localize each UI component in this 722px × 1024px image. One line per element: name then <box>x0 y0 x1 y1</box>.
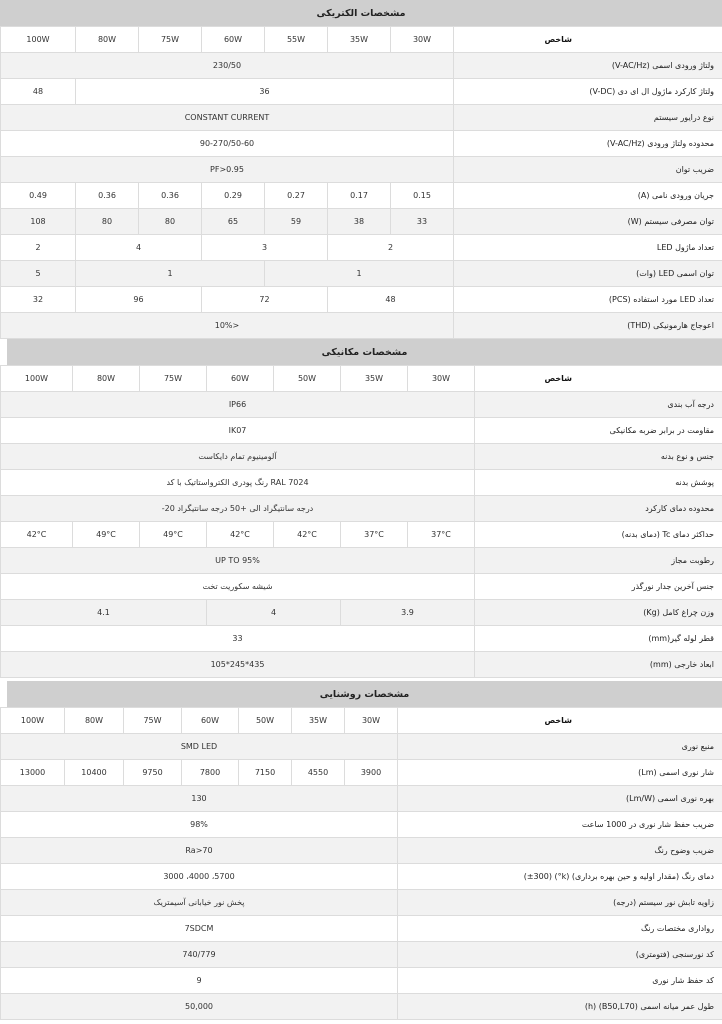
spec-value: 37°C <box>341 522 408 548</box>
spec-value: 42°C <box>274 522 341 548</box>
spec-value: 72 <box>202 287 328 313</box>
spec-value: 48 <box>328 287 454 313</box>
spec-value: 230/50 <box>1 53 454 79</box>
spec-label: وزن چراغ کامل (Kg) <box>475 600 722 626</box>
spec-value: 105*245*435 <box>1 652 475 678</box>
spec-value: 33 <box>1 626 475 652</box>
spec-value: 3 <box>202 235 328 261</box>
spec-label: تعداد ماژول LED <box>454 235 722 261</box>
column-header-80w: 80W <box>73 366 140 392</box>
spec-label: ولتاژ ورودی اسمی (V-AC/Hz) <box>454 53 722 79</box>
spec-label: درجه آب بندی <box>475 392 722 418</box>
spec-value: 32 <box>1 287 76 313</box>
spec-value: 4.1 <box>1 600 207 626</box>
spec-row <box>1 183 722 209</box>
spec-value: IP66 <box>1 392 475 418</box>
column-header-30w: 30W <box>345 708 398 734</box>
spec-row <box>1 548 722 574</box>
spec-label: رواداری مختصات رنگ <box>398 916 722 942</box>
spec-value: 38 <box>328 209 391 235</box>
column-header-100w: 100W <box>1 708 65 734</box>
spec-label: جنس آخرین جدار نورگذر <box>475 574 722 600</box>
spec-value: 7800 <box>182 760 239 786</box>
spec-value: 59 <box>265 209 328 235</box>
spec-row <box>1 392 722 418</box>
spec-value: آلومینیوم تمام دایکاست <box>1 444 475 470</box>
spec-label: نوع درایور سیستم <box>454 105 722 131</box>
spec-row <box>1 994 722 1020</box>
column-header-55w: 55W <box>265 27 328 53</box>
spec-value: 48 <box>1 79 76 105</box>
column-header-80w: 80W <box>76 27 139 53</box>
spec-value: 5 <box>1 261 76 287</box>
parameter-column-header: شاخص <box>475 366 722 392</box>
spec-value: رنگ پودری الکترواستاتیک با کد RAL 7024 <box>1 470 475 496</box>
column-header-row <box>1 366 722 392</box>
spec-value: 10%> <box>1 313 454 339</box>
column-header-50w: 50W <box>239 708 292 734</box>
spec-value: 7150 <box>239 760 292 786</box>
spec-value: 90-270/50-60 <box>1 131 454 157</box>
spec-value: 1 <box>76 261 265 287</box>
column-header-75w: 75W <box>124 708 182 734</box>
spec-value: 0.15 <box>391 183 454 209</box>
spec-value: 0.36 <box>139 183 202 209</box>
spec-row <box>1 444 722 470</box>
mechanical-spec-table <box>0 365 722 678</box>
spec-value: شیشه سکوریت تخت <box>1 574 475 600</box>
mechanical-section-title: مشخصات مکانیکی <box>7 339 722 365</box>
column-header-75w: 75W <box>140 366 207 392</box>
spec-value: 3000 ،4000 ،5700 <box>1 864 398 890</box>
spec-value: 1 <box>265 261 454 287</box>
spec-row <box>1 600 722 626</box>
spec-label: ولتاژ کارکرد ماژول ال ای دی (V-DC) <box>454 79 722 105</box>
spec-row <box>1 313 722 339</box>
spec-label: طول عمر میانه اسمی (B50,L70) (h) <box>398 994 722 1020</box>
spec-value: 96 <box>76 287 202 313</box>
spec-value: 4 <box>76 235 202 261</box>
spec-value: 4550 <box>292 760 345 786</box>
spec-value: 2 <box>1 235 76 261</box>
spec-value: پخش نور خیابانی آسیمتریک <box>1 890 398 916</box>
spec-value: SMD LED <box>1 734 398 760</box>
spec-row <box>1 838 722 864</box>
spec-row <box>1 418 722 444</box>
spec-value: 9750 <box>124 760 182 786</box>
spec-label: زاویه تابش نور سیستم (درجه) <box>398 890 722 916</box>
column-header-50w: 50W <box>274 366 341 392</box>
spec-row <box>1 496 722 522</box>
spec-value: 4 <box>207 600 341 626</box>
column-header-75w: 75W <box>139 27 202 53</box>
spec-label: محدوده دمای کارکرد <box>475 496 722 522</box>
spec-label: شار نوری اسمی (Lm) <box>398 760 722 786</box>
spec-row <box>1 916 722 942</box>
parameter-column-header: شاخص <box>398 708 722 734</box>
spec-row <box>1 890 722 916</box>
spec-label: ضریب توان <box>454 157 722 183</box>
spec-row <box>1 287 722 313</box>
spec-value: 0.36 <box>76 183 139 209</box>
spec-row <box>1 522 722 548</box>
spec-value: 98% <box>1 812 398 838</box>
spec-label: تعداد LED مورد استفاده (PCS) <box>454 287 722 313</box>
spec-label: ابعاد خارجی (mm) <box>475 652 722 678</box>
spec-label: پوشش بدنه <box>475 470 722 496</box>
spec-label: کد نورسنجی (فتومتری) <box>398 942 722 968</box>
spec-row <box>1 574 722 600</box>
spec-row <box>1 53 722 79</box>
spec-row <box>1 734 722 760</box>
spec-value: 80 <box>139 209 202 235</box>
spec-label: بهره نوری اسمی (Lm/W) <box>398 786 722 812</box>
parameter-column-header: شاخص <box>454 27 722 53</box>
spec-label: رطوبت مجاز <box>475 548 722 574</box>
spec-label: توان اسمی LED (وات) <box>454 261 722 287</box>
spec-value: 80 <box>76 209 139 235</box>
spec-label: ضریب حفظ شار نوری در 1000 ساعت <box>398 812 722 838</box>
spec-value: 10400 <box>65 760 124 786</box>
spec-value: 13000 <box>1 760 65 786</box>
column-header-80w: 80W <box>65 708 124 734</box>
column-header-35w: 35W <box>292 708 345 734</box>
spec-value: 42°C <box>207 522 274 548</box>
spec-value: 33 <box>391 209 454 235</box>
spec-label: جریان ورودی نامی (A) <box>454 183 722 209</box>
spec-label: مقاومت در برابر ضربه مکانیکی <box>475 418 722 444</box>
spec-row <box>1 209 722 235</box>
column-header-60w: 60W <box>202 27 265 53</box>
spec-value: 49°C <box>73 522 140 548</box>
column-header-100w: 100W <box>1 27 76 53</box>
spec-label: قطر لوله گیر(mm) <box>475 626 722 652</box>
spec-label: توان مصرفی سیستم (W) <box>454 209 722 235</box>
spec-row <box>1 652 722 678</box>
spec-value: 36 <box>76 79 454 105</box>
column-header-60w: 60W <box>207 366 274 392</box>
spec-label: جنس و نوع بدنه <box>475 444 722 470</box>
spec-label: محدوده ولتاژ ورودی (V-AC/Hz) <box>454 131 722 157</box>
spec-value: Ra>70 <box>1 838 398 864</box>
photometric-spec-table <box>0 707 722 1020</box>
photometric-section-title: مشخصات روشنایی <box>7 681 722 707</box>
spec-row <box>1 760 722 786</box>
spec-label: ضریب وضوح رنگ <box>398 838 722 864</box>
spec-label: کد حفظ شار نوری <box>398 968 722 994</box>
spec-row <box>1 786 722 812</box>
column-header-100w: 100W <box>1 366 73 392</box>
spec-value: 0.49 <box>1 183 76 209</box>
spec-value: 3.9 <box>341 600 475 626</box>
column-header-35w: 35W <box>328 27 391 53</box>
spec-value: 0.29 <box>202 183 265 209</box>
spec-value: UP TO 95% <box>1 548 475 574</box>
column-header-30w: 30W <box>391 27 454 53</box>
spec-value: 3900 <box>345 760 398 786</box>
column-header-row <box>1 27 722 53</box>
spec-label: حداکثر دمای Tc (دمای بدنه) <box>475 522 722 548</box>
spec-row <box>1 942 722 968</box>
spec-value: 0.17 <box>328 183 391 209</box>
spec-value: PF>0.95 <box>1 157 454 183</box>
spec-row <box>1 864 722 890</box>
spec-value: 108 <box>1 209 76 235</box>
spec-label: منبع نوری <box>398 734 722 760</box>
spec-row <box>1 812 722 838</box>
spec-row <box>1 261 722 287</box>
spec-row <box>1 626 722 652</box>
spec-label: اعوجاج هارمونیکی (THD) <box>454 313 722 339</box>
spec-row <box>1 235 722 261</box>
spec-value: 2 <box>328 235 454 261</box>
spec-value: CONSTANT CURRENT <box>1 105 454 131</box>
spec-value: IK07 <box>1 418 475 444</box>
spec-row <box>1 157 722 183</box>
spec-value: 37°C <box>408 522 475 548</box>
spec-value: -20 درجه سانتیگراد الی +50 درجه سانتیگراد <box>1 496 475 522</box>
electrical-spec-table <box>0 26 722 339</box>
column-header-row <box>1 708 722 734</box>
spec-value: 50,000 <box>1 994 398 1020</box>
spec-value: 49°C <box>140 522 207 548</box>
column-header-30w: 30W <box>408 366 475 392</box>
spec-value: 9 <box>1 968 398 994</box>
spec-row <box>1 79 722 105</box>
spec-row <box>1 968 722 994</box>
spec-value: 130 <box>1 786 398 812</box>
column-header-60w: 60W <box>182 708 239 734</box>
spec-row <box>1 131 722 157</box>
spec-value: 7SDCM <box>1 916 398 942</box>
spec-value: 42°C <box>1 522 73 548</box>
electrical-section-title: مشخصات الکتریکی <box>0 0 722 26</box>
column-header-35w: 35W <box>341 366 408 392</box>
spec-label: دمای رنگ (مقدار اولیه و حین بهره برداری) (k°) (±300) <box>398 864 722 890</box>
spec-value: 0.27 <box>265 183 328 209</box>
spec-value: 740/779 <box>1 942 398 968</box>
spec-value: 65 <box>202 209 265 235</box>
spec-row <box>1 105 722 131</box>
spec-row <box>1 470 722 496</box>
